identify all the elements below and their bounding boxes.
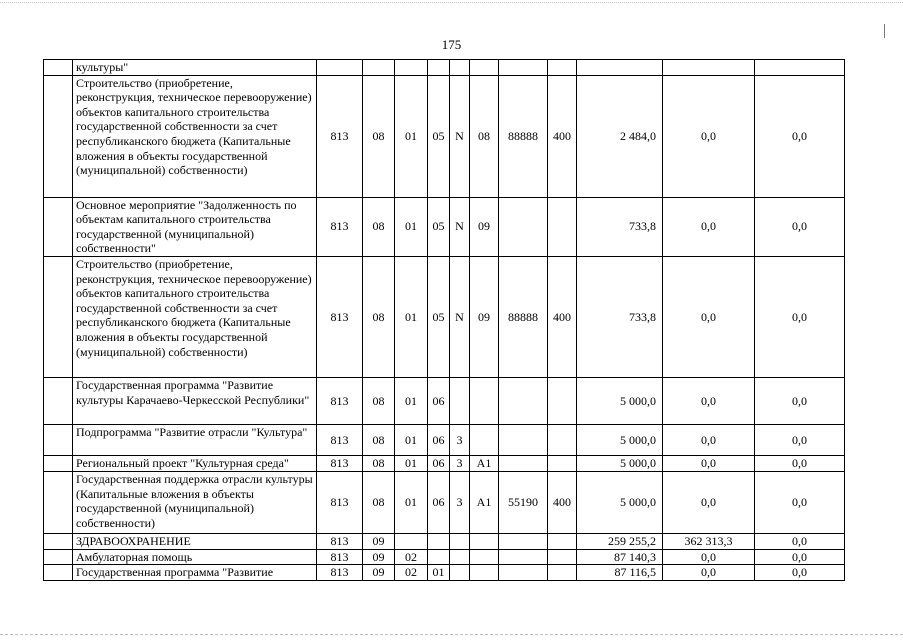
direction-code-cell: [499, 455, 548, 471]
direction-code-cell: [499, 565, 548, 581]
amount-year3-cell: 0,0: [755, 424, 845, 455]
event-code-cell: [470, 533, 499, 549]
blank-cell: [44, 533, 73, 549]
blank-cell: [44, 565, 73, 581]
ved-code-cell: 813: [317, 565, 363, 581]
expense-type-cell: [548, 455, 577, 471]
subsection-code-cell: 01: [395, 424, 428, 455]
amount-year1-cell: 733,8: [577, 256, 663, 377]
blank-cell: [44, 471, 73, 533]
event-code-cell: 09: [470, 197, 499, 256]
amount-year1-cell: 5 000,0: [577, 455, 663, 471]
ved-code-cell: 813: [317, 75, 363, 197]
table-row: [44, 197, 845, 256]
section-code-cell: 08: [363, 256, 395, 377]
program-code-cell: 05: [428, 75, 450, 197]
item-name-cell: Основное мероприятие "Задолженность по объектам капитального строительства государственной (муниципальной) собственности": [73, 197, 317, 256]
ved-code-cell: 813: [317, 549, 363, 565]
amount-year3-cell: [755, 60, 845, 76]
item-name-cell: Строительство (приобретение, реконструкция, техническое перевооружение) объектов капитального строительства государственной собственности за счет республиканского бюджета (Капитальные вложения в объекты государственной (муниципальной) собственности): [73, 256, 317, 377]
scan-margin-mark: [884, 24, 886, 38]
blank-cell: [44, 455, 73, 471]
expense-type-cell: [548, 197, 577, 256]
subprogram-code-cell: [450, 60, 470, 76]
item-name-cell: ЗДРАВООХРАНЕНИЕ: [73, 533, 317, 549]
amount-year1-cell: 87 116,5: [577, 565, 663, 581]
expense-type-cell: [548, 60, 577, 76]
amount-year1-cell: 2 484,0: [577, 75, 663, 197]
amount-year1-cell: 5 000,0: [577, 471, 663, 533]
subsection-code-cell: 01: [395, 377, 428, 424]
subsection-code-cell: 01: [395, 256, 428, 377]
blank-cell: [44, 377, 73, 424]
event-code-cell: [470, 60, 499, 76]
subprogram-code-cell: 3: [450, 424, 470, 455]
program-code-cell: 05: [428, 256, 450, 377]
ved-code-cell: 813: [317, 377, 363, 424]
event-code-cell: 08: [470, 75, 499, 197]
amount-year2-cell: 362 313,3: [663, 533, 755, 549]
section-code-cell: 08: [363, 197, 395, 256]
amount-year1-cell: 733,8: [577, 197, 663, 256]
amount-year3-cell: 0,0: [755, 455, 845, 471]
amount-year3-cell: 0,0: [755, 471, 845, 533]
blank-cell: [44, 197, 73, 256]
amount-year3-cell: 0,0: [755, 197, 845, 256]
subsection-code-cell: [395, 60, 428, 76]
blank-cell: [44, 256, 73, 377]
program-code-cell: 05: [428, 197, 450, 256]
expense-type-cell: 400: [548, 256, 577, 377]
direction-code-cell: [499, 424, 548, 455]
amount-year2-cell: 0,0: [663, 455, 755, 471]
section-code-cell: 08: [363, 455, 395, 471]
item-name-cell: Государственная программа "Развитие: [73, 565, 317, 581]
subprogram-code-cell: [450, 549, 470, 565]
program-code-cell: 06: [428, 455, 450, 471]
amount-year3-cell: 0,0: [755, 377, 845, 424]
blank-cell: [44, 75, 73, 197]
event-code-cell: [470, 377, 499, 424]
blank-cell: [44, 549, 73, 565]
subprogram-code-cell: 3: [450, 455, 470, 471]
amount-year2-cell: 0,0: [663, 75, 755, 197]
event-code-cell: [470, 424, 499, 455]
program-code-cell: [428, 60, 450, 76]
scan-top-edge: [0, 2, 903, 3]
event-code-cell: [470, 549, 499, 565]
table-row: [44, 471, 845, 533]
subprogram-code-cell: 3: [450, 471, 470, 533]
table-row: [44, 565, 845, 581]
expense-type-cell: 400: [548, 471, 577, 533]
direction-code-cell: [499, 197, 548, 256]
expense-type-cell: [548, 377, 577, 424]
direction-code-cell: [499, 60, 548, 76]
scan-bottom-edge: [0, 634, 903, 635]
amount-year2-cell: [663, 60, 755, 76]
amount-year3-cell: 0,0: [755, 256, 845, 377]
table-row: [44, 533, 845, 549]
direction-code-cell: 88888: [499, 256, 548, 377]
amount-year2-cell: 0,0: [663, 256, 755, 377]
subprogram-code-cell: N: [450, 256, 470, 377]
blank-cell: [44, 424, 73, 455]
budget-table: [43, 59, 845, 581]
section-code-cell: 08: [363, 424, 395, 455]
program-code-cell: 06: [428, 377, 450, 424]
amount-year2-cell: 0,0: [663, 377, 755, 424]
amount-year3-cell: 0,0: [755, 565, 845, 581]
amount-year1-cell: 87 140,3: [577, 549, 663, 565]
table-row: [44, 549, 845, 565]
program-code-cell: 06: [428, 424, 450, 455]
subsection-code-cell: [395, 533, 428, 549]
blank-cell: [44, 60, 73, 76]
amount-year2-cell: 0,0: [663, 424, 755, 455]
amount-year1-cell: 5 000,0: [577, 377, 663, 424]
ved-code-cell: 813: [317, 455, 363, 471]
ved-code-cell: 813: [317, 533, 363, 549]
program-code-cell: 01: [428, 565, 450, 581]
item-name-cell: Строительство (приобретение, реконструкция, техническое перевооружение) объектов капитального строительства государственной собственности за счет республиканского бюджета (Капитальные вложения в объекты государственной (муниципальной) собственности): [73, 75, 317, 197]
amount-year1-cell: 5 000,0: [577, 424, 663, 455]
amount-year1-cell: 259 255,2: [577, 533, 663, 549]
subprogram-code-cell: [450, 377, 470, 424]
item-name-cell: Государственная программа "Развитие культуры Карачаево-Черкесской Республики": [73, 377, 317, 424]
event-code-cell: 09: [470, 256, 499, 377]
item-name-cell: Амбулаторная помощь: [73, 549, 317, 565]
subsection-code-cell: 01: [395, 455, 428, 471]
table-row: [44, 60, 845, 76]
section-code-cell: 08: [363, 471, 395, 533]
program-code-cell: [428, 549, 450, 565]
program-code-cell: [428, 533, 450, 549]
subsection-code-cell: 01: [395, 197, 428, 256]
item-name-cell: Государственная поддержка отрасли культуры (Капитальные вложения в объекты государственной (муниципальной) собственности): [73, 471, 317, 533]
page-number: 175: [441, 37, 462, 52]
subsection-code-cell: 02: [395, 549, 428, 565]
table-row: [44, 75, 845, 197]
table-row: [44, 377, 845, 424]
amount-year3-cell: 0,0: [755, 75, 845, 197]
direction-code-cell: [499, 533, 548, 549]
direction-code-cell: [499, 549, 548, 565]
expense-type-cell: 400: [548, 75, 577, 197]
section-code-cell: 09: [363, 549, 395, 565]
item-name-cell: культуры": [73, 60, 317, 76]
table-row: [44, 256, 845, 377]
subprogram-code-cell: N: [450, 197, 470, 256]
section-code-cell: 08: [363, 75, 395, 197]
subprogram-code-cell: [450, 565, 470, 581]
subsection-code-cell: 02: [395, 565, 428, 581]
expense-type-cell: [548, 549, 577, 565]
subprogram-code-cell: [450, 533, 470, 549]
ved-code-cell: 813: [317, 424, 363, 455]
table-row: [44, 424, 845, 455]
item-name-cell: Региональный проект "Культурная среда": [73, 455, 317, 471]
ved-code-cell: 813: [317, 256, 363, 377]
ved-code-cell: 813: [317, 197, 363, 256]
ved-code-cell: [317, 60, 363, 76]
amount-year1-cell: [577, 60, 663, 76]
section-code-cell: [363, 60, 395, 76]
amount-year3-cell: 0,0: [755, 533, 845, 549]
event-code-cell: A1: [470, 471, 499, 533]
amount-year2-cell: 0,0: [663, 565, 755, 581]
section-code-cell: 09: [363, 533, 395, 549]
item-name-cell: Подпрограмма "Развитие отрасли "Культура": [73, 424, 317, 455]
program-code-cell: 06: [428, 471, 450, 533]
event-code-cell: [470, 565, 499, 581]
direction-code-cell: [499, 377, 548, 424]
expense-type-cell: [548, 533, 577, 549]
amount-year3-cell: 0,0: [755, 549, 845, 565]
subprogram-code-cell: N: [450, 75, 470, 197]
expense-type-cell: [548, 424, 577, 455]
expense-type-cell: [548, 565, 577, 581]
section-code-cell: 08: [363, 377, 395, 424]
subsection-code-cell: 01: [395, 471, 428, 533]
event-code-cell: A1: [470, 455, 499, 471]
direction-code-cell: 88888: [499, 75, 548, 197]
amount-year2-cell: 0,0: [663, 549, 755, 565]
ved-code-cell: 813: [317, 471, 363, 533]
direction-code-cell: 55190: [499, 471, 548, 533]
section-code-cell: 09: [363, 565, 395, 581]
amount-year2-cell: 0,0: [663, 197, 755, 256]
subsection-code-cell: 01: [395, 75, 428, 197]
table-row: [44, 455, 845, 471]
amount-year2-cell: 0,0: [663, 471, 755, 533]
